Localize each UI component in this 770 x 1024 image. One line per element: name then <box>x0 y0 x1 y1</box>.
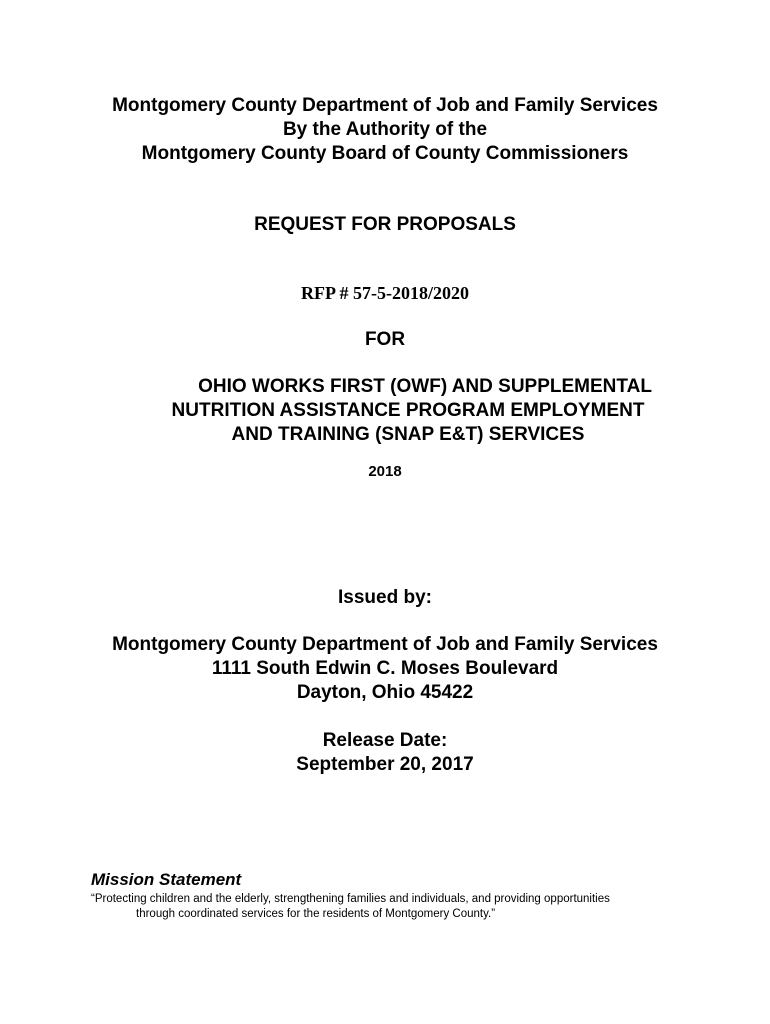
mission-statement-line-2: through coordinated services for the residents of Montgomery County.” <box>136 908 496 920</box>
rfp-title-line-1: OHIO WORKS FIRST (OWF) AND SUPPLEMENTAL <box>198 376 652 397</box>
header-agency-name: Montgomery County Department of Job and Family Services <box>112 95 658 116</box>
release-date: September 20, 2017 <box>296 754 474 775</box>
header-board-name: Montgomery County Board of County Commissioners <box>141 143 629 164</box>
issued-by-label: Issued by: <box>338 587 432 608</box>
issuer-street: 1111 South Edwin C. Moses Boulevard <box>211 658 559 679</box>
rfp-number: RFP # 57-5-2018/2020 <box>301 283 469 303</box>
release-date-label: Release Date: <box>322 730 448 751</box>
rfp-title-line-2: NUTRITION ASSISTANCE PROGRAM EMPLOYMENT <box>171 400 645 421</box>
rfp-for-label: FOR <box>364 329 406 350</box>
issuer-city: Dayton, Ohio 45422 <box>296 682 474 703</box>
header-authority-line: By the Authority of the <box>282 119 488 140</box>
mission-statement-text <box>91 892 681 922</box>
mission-statement-line-1: “Protecting children and the elderly, strengthening families and individuals, and providing opportunities <box>91 893 610 905</box>
rfp-title-line-3: AND TRAINING (SNAP E&T) SERVICES <box>231 424 585 445</box>
rfp-heading: REQUEST FOR PROPOSALS <box>254 214 516 235</box>
mission-statement-heading: Mission Statement <box>91 870 242 889</box>
rfp-year: 2018 <box>368 463 402 480</box>
issuer-name: Montgomery County Department of Job and Family Services <box>112 634 658 655</box>
